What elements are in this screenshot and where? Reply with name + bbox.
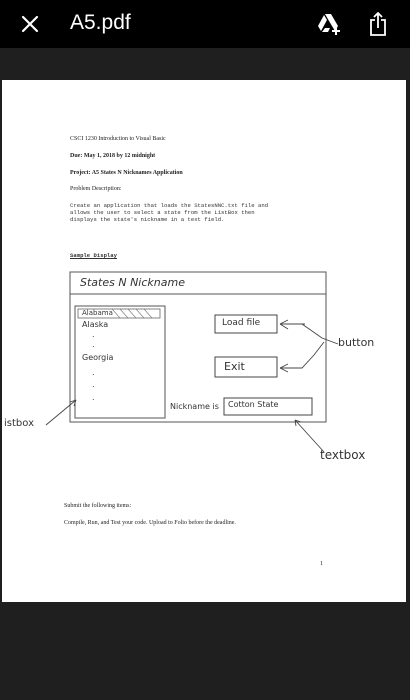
list-item-georgia: Georgia bbox=[82, 353, 114, 362]
share-button[interactable] bbox=[356, 0, 400, 48]
list-item-dot: . bbox=[92, 393, 95, 402]
exit-button: Exit bbox=[224, 360, 245, 373]
course-line: CSCI 1230 Introduction to Visual Basic bbox=[70, 136, 166, 142]
share-icon bbox=[369, 12, 387, 36]
submit-heading: Submit the following items: bbox=[64, 503, 132, 509]
document-title: A5.pdf bbox=[70, 11, 131, 34]
list-item-dot: . bbox=[92, 380, 95, 389]
load-file-button: Load file bbox=[222, 318, 261, 328]
close-icon bbox=[21, 15, 39, 33]
annotation-textbox: textbox bbox=[320, 448, 366, 462]
annotation-button: button bbox=[338, 336, 375, 349]
description-line-3: displays the state's nickname in a text field. bbox=[70, 216, 225, 223]
description-line-1: Create an application that loads the StatesNNC.txt file and bbox=[70, 202, 269, 209]
sample-heading: Sample Display bbox=[70, 252, 117, 259]
list-item-alaska: Alaska bbox=[82, 320, 109, 329]
description-line-2: allows the user to select a state from the ListBox then bbox=[70, 209, 255, 216]
problem-heading: Problem Description: bbox=[70, 186, 122, 192]
list-item-dot: . bbox=[92, 330, 95, 339]
list-item-dot: . bbox=[92, 368, 95, 377]
nickname-label: Nickname is bbox=[170, 402, 219, 411]
due-line: Due: May 1, 2018 by 12 midnight bbox=[70, 153, 156, 159]
add-to-drive-button[interactable] bbox=[308, 0, 352, 48]
list-item-dot: . bbox=[92, 340, 95, 349]
annotation-listbox: istbox bbox=[4, 418, 34, 429]
project-line: Project: A5 States N Nicknames Application bbox=[70, 170, 183, 176]
list-item-alabama: Alabama bbox=[82, 309, 113, 317]
drive-add-icon bbox=[317, 13, 343, 35]
close-button[interactable] bbox=[8, 0, 52, 48]
nickname-textbox: Cotton State bbox=[228, 400, 279, 409]
page-number: 1 bbox=[320, 561, 323, 567]
submit-text: Compile, Run, and Test your code. Upload to Folio before the deadline. bbox=[64, 520, 236, 526]
pdf-page bbox=[2, 80, 406, 602]
viewer-toolbar bbox=[0, 0, 410, 48]
form-title: States N Nickname bbox=[80, 276, 185, 289]
